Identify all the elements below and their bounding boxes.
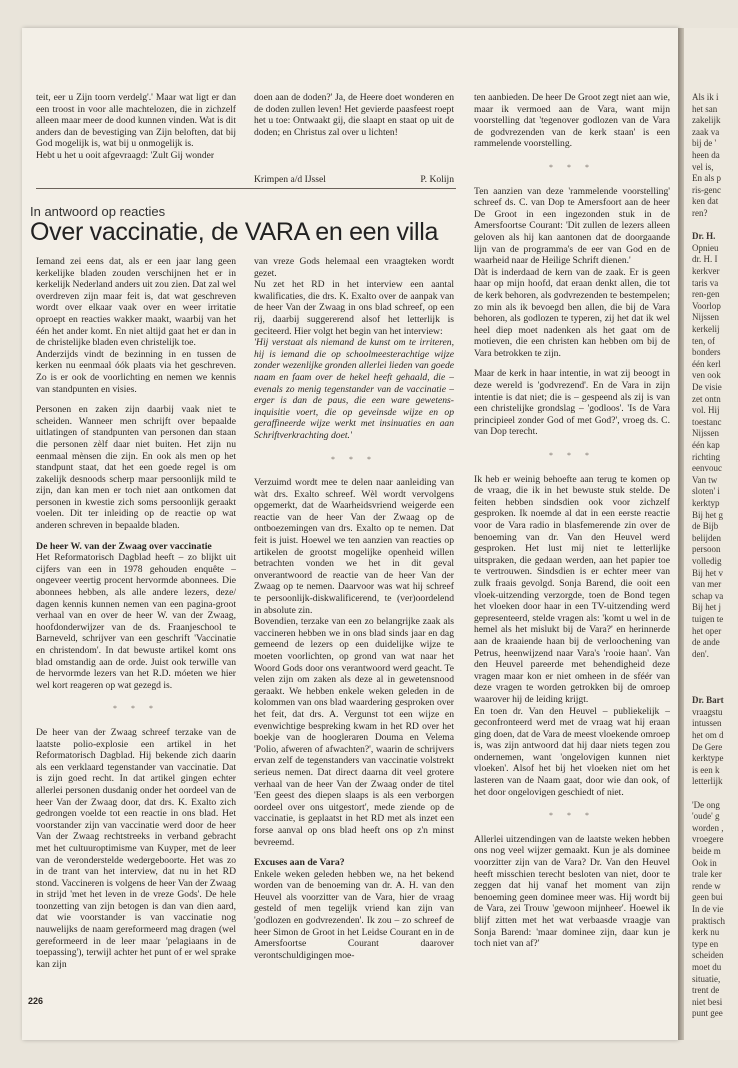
next-page-fragment: Als ik i (692, 92, 719, 102)
next-page-fragment: schap va (692, 590, 724, 601)
next-page-fragment: trent de (692, 985, 720, 996)
next-page-fragment: de Bijb (692, 521, 719, 532)
next-page-fragment: tuigen te (692, 614, 724, 624)
c1-section-break: * * * (113, 704, 159, 714)
next-page-fragment: ken dat (692, 196, 719, 207)
next-page-fragment: vel is, (692, 161, 714, 172)
next-page-fragment: 'De ong (692, 799, 720, 810)
next-page-fragment: toestanc (692, 416, 722, 427)
next-page-fragment: is een k (692, 764, 720, 775)
c3-section-break-1: * * * (549, 162, 595, 172)
next-page-fragment: Van tw (692, 474, 718, 485)
next-page-fragment: De Gere (692, 741, 723, 752)
next-page-fragment: En als p (692, 173, 721, 184)
c3-section-break-2: * * * (549, 451, 595, 461)
next-page-fragment: In de vie (692, 904, 724, 914)
next-page-fragment: zakelijk (692, 115, 721, 126)
top-col2-text: doen aan de doden?' Ja, de Heere doet wonderen en de doden zullen leven! Het gevierde paasfeest roept het u toe: Ontwaakt gij, die slaapt en staat op uit de doden; en Christus zal over u lichten! (254, 92, 454, 138)
next-page-fragment: Bij het g (692, 509, 723, 520)
next-page-fragment: 'oude' g (692, 811, 720, 822)
next-page-fragment: ten, of (692, 335, 715, 346)
next-page-fragment: het san (692, 103, 718, 114)
next-page-fragment: trale ker (692, 869, 722, 880)
next-page-fragment: ren? (692, 208, 708, 218)
next-page-fragment: persoon (692, 544, 721, 555)
c3-para-1: Ten aanzien van deze 'rammelende voorstelling' schreef ds. C. van Dop te Amersfoort aan de heer De Groot in een ingezonden stuk in de Amersfoortse Courant: 'Dit zullen de lezers alleen geloven als hij kan aantonen dat de doorgaande lijn van de programma's de eer van God en de waarheid naar de Heilige Schrift dienen.' (474, 185, 670, 267)
next-page-fragment: Ook in (692, 857, 717, 868)
top-col1-text: teit, eer u Zijn toorn verdelg'.' Maar wat ligt er dan een troost in voor alle machtelozen, die in zichzelf alleen maar meer de dood kunnen vinden. Wat is dit anders dan de bevestiging van Zijn beloften, dat bij God mogelijk is, wat bij u onmogelijk is. (36, 92, 236, 150)
next-page-fragment: kerktyp (692, 498, 720, 508)
next-page-fragment: scheiden (692, 950, 724, 961)
article-column-1 (36, 256, 236, 1016)
c1-para-3: Personen en zaken zijn daarbij vaak niet te scheiden. Wanneer men schrijft over bepaalde uitlatingen of standpunten van personen dan staan die personen zèlf daar niet buiten. Het zijn nu eenmaal mènsen die zijn. En ook als men op het standpunt staat, dat het een goede regel is om zakelijk desnoods scherp maar persoonlijk mild te zijn, dan kan men er toch niet aan ontkomen dat personen in kwestie zich soms persoonlijk geraakt voelen. Dit ter inleiding op de reactie op wat anderen schreven in bepaalde bladen. (36, 404, 236, 532)
next-page-fragment: kerkver (692, 266, 720, 276)
c1-para-2: Anderzijds vindt de bezinning in en tussen de kerken nu eenmaal óók plaats via het geschreven. Zo is er ook de voorlichting en nemen we kennis van standpunten en visies. (36, 348, 236, 395)
next-page-fragment: bij de ' (692, 138, 717, 149)
next-page-fragment: eenvouc (692, 463, 722, 474)
next-page-fragment: de ande (692, 637, 720, 648)
top-column-2 (254, 92, 454, 147)
next-page-fragment: volledig (692, 556, 722, 566)
article-headline: Over vaccinatie, de VARA en een villa (30, 218, 439, 246)
next-page-fragment: type en (692, 938, 719, 949)
c2-subheading: Excuses aan de Vara? (254, 857, 345, 869)
next-page-fragment: zet ontn (692, 393, 721, 404)
next-page-fragment: Bij het j (692, 602, 721, 613)
next-page-fragment: Voorlop (692, 300, 721, 311)
next-page-fragment: moet du (692, 962, 722, 972)
c2-para-2: Nu zet het RD in het interview een aantal kwalificaties, die drs. K. Exalto over de aanpak van de heer Van der Zwaag in ons blad schreef, op een rij, daarbij suggererend alsof het letterlijk is geciteerd. Hier volgt het begin van het interview: (254, 279, 454, 337)
next-page-fragment: bonders (692, 347, 721, 358)
top-column-1 (36, 92, 236, 162)
next-page-fragment: kerkelij (692, 324, 720, 334)
signature-line (254, 174, 454, 185)
signature-place: Krimpen a/d IJssel (254, 174, 326, 185)
c1-para-1: Iemand zei eens dat, als er een jaar lang geen kerkelijke bladen zouden verschijnen het er in kerkelijk Nederland anders uit zou zien. Dat zal wel overdreven zijn maar feit is, dat wat geschreven wordt over elkaar vaak over en weer irritatie oproept en reacties wakker maakt, waarbij van het één het ander komt. En niet altijd gaat het er dan in de christelijke bladen even christelijk toe. (36, 256, 236, 349)
c3-para-5: En toen dr. Van den Heuvel – publiekelijk – geconfronteerd werd met de vraag wat hij eraan ging doen, dat de Vara de meest vloekende omroep is, was zijn antwoord dat hij daar niets tegen zou ondernemen, want 'ongelovigen kunnen niet vloeken'. Alsof het bij het vloeken niet om het lasteren van de Naam gaat, door wie dan ook, of het door ongelovigen geschiedt of niet. (474, 705, 670, 798)
next-page-fragment: punt gee (692, 1008, 723, 1019)
c1-para-4: Het Reformatorisch Dagblad heeft – zo blijkt uit cijfers van een in 1978 gehouden enquête – ongeveer veertig procent hervormde abonnees. Die abonnees hebben, als alle andere lezers, deze/ dagen kennis kunnen nemen van een pagina-groot verhaal van en over de heer W. van der Zwaag, hoofdonderwijzer van de ds. Fraanjeschool te Barneveld, schrijver van een geschrift 'Vaccinatie en christendom'. In dat bewuste artikel komt ons blad omstandig aan de orde. Juist ook terwille van de hervormde lezers van het R.D. móeten we hier wel kort reageren op wat gezegd is. (36, 552, 236, 691)
c2-quote: 'Hij verstaat als niemand de kunst om te irriteren, hij is iemand die op schoolmeesterachtige wijze zonder wezenlijke gronden allerlei lieden van goede naam en faam over de hekel heeft gehaald, die – evenals zo menig tegenstander van de vaccinatie – erger is dan de paus, die een ware gewetens-inquisitie voert, die op geveinsde wijze en op geraffineerde wijze werkt met insinuaties en aan Schriftverkrachting doet.' (254, 337, 454, 441)
next-page-fragment: kerktype (692, 753, 724, 764)
c3-section-break-3: * * * (549, 811, 595, 821)
next-page-fragment: Nijssen (692, 428, 719, 439)
next-page-fragment: sloten' i (692, 486, 720, 497)
top-divider (36, 188, 456, 189)
c2-section-break: * * * (331, 454, 377, 464)
next-page-fragment: heen da (692, 150, 720, 160)
next-page-fragment: vol. Hij (692, 405, 720, 416)
next-page-fragment: rende w (692, 880, 721, 891)
signature-name: P. Kolijn (420, 174, 454, 185)
page-number: 226 (28, 996, 44, 1006)
next-page-fragment: intussen (692, 718, 722, 729)
next-page-fragment: vroegere (692, 834, 724, 845)
c2-para-3: Verzuimd wordt mee te delen naar aanleiding van wàt drs. Exalto schreef. Wèl wordt vervolgens opgemerkt, dat de Waarheidsvriend weigerde een reactie van de heer Van der Zwaag op de ontboezemingen van drs. Exalto op te nemen. Dat feit is juist. Hoewel we ten aanzien van reacties op artikelen de grootst mogelijke openheid willen betrachten vonden we het in dit geval onverantwoord de reactie van de heer Van der Zwaag op te nemen. Daarvoor was wat hij schreef te persoonlijk-diskwalificerend, te (ver)oordelend in absolute zin. (254, 477, 454, 616)
next-page-fragment: beide m (692, 846, 721, 856)
next-page-fragment: richting (692, 451, 720, 462)
next-page-fragment: ven ook (692, 370, 721, 381)
next-page-fragment: worden , (692, 822, 724, 833)
next-page-fragment: De visie (692, 382, 722, 392)
c3-top-text: ten aanbieden. De heer De Groot zegt niet aan wie, maar ik vermoed aan de Vara, want mijn voorstelling dat 'tegenover godlozen van de Vara de godvrezenden van de kerk staan' is een rammelende voorstelling. (474, 92, 670, 150)
c3-para-2: Dàt is inderdaad de kern van de zaak. Er is geen haar op mijn hoofd, dat eraan denkt allen, die tot de kerk behoren, als godvrezenden te bestempelen; zo min als ik bevoegd ben allen, die bij de Vara behoren, als godlozen te typeren, zij het dat ik wel heel diep moet nadenken als het gaat om de motieven, die een christen kan hebben om bij de Vara betrokken te zijn. (474, 266, 670, 359)
next-page-fragment: dr. H. I (692, 254, 718, 265)
next-page-fragment: ris-genc (692, 184, 721, 195)
magazine-page (22, 28, 678, 1040)
next-page-fragment: ren-gen (692, 289, 720, 300)
c2-para-4: Bovendien, terzake van een zo belangrijke zaak als vaccineren hebben we in ons blad sinds jaar en dag gemeend de lezers op een duidelijke wijze te moeten voorlichten, op grond van wat naar het Woord Gods door ons verantwoord werd geacht. Te velen zijn om zaken als deze al in gewetensnood geraakt. We hebben enkele weken geleden in de kolommen van ons blad waardering gesproken over het feit, dat drs. A. Vergunst tot een wijze en evenwichtige bespreking kwam in het RD over het boekje van de hoogleraren Douma en Velema 'Polio, afweren of afwachten?', waarin de schrijvers ervan zelf de tegenstanders van vaccinatie volstrekt serieus nemen. Dat direct daarna dit veel grotere verhaal van de heer Van der Zwaag onder de titel 'Een geest des diepen slaaps is als een verborgen oordeel over ons uitgestort', mede ziende op de vaccinatie, is geplaatst in het RD met als inzet een forse aanval op ons blad heeft ons op z'n minst bevreemd. (254, 616, 454, 848)
c3-para-3: Maar de kerk in haar intentie, in wat zij beoogt in deze wereld is 'godvrezend'. En de Vara in zijn intentie is dat niet; die is – gespeend als zij is van een christelijke grondslag – 'godloos'. 'Is de Vara principieel zonder God of met God?', vroeg ds. C. van Dop terecht. (474, 368, 670, 438)
top-col1-line: Hebt u het u ooit afgevraagd: 'Zult Gij wonder (36, 149, 215, 161)
article-column-2 (254, 256, 454, 1036)
next-page-fragment: zaak va (692, 126, 720, 137)
next-page-fragment: Bij het v (692, 567, 723, 578)
next-page-fragment: van mer (692, 579, 722, 590)
c2-para-1: van vreze Gods helemaal een vraagteken wordt gezet. (254, 256, 454, 279)
next-page-fragment: Dr. Bart (692, 695, 724, 706)
c3-para-6: Allerlei uitzendingen van de laatste weken hebben ons nog veel wijzer gemaakt. Kun je als dominee voorzitter zijn van de Vara? Dr. Van den Heuvel heeft misschien terecht besloten van niet, door te zeggen dat hij vanaf het moment van zijn benoeming geen dominee meer was. Hij wordt bij de Vara, zei Trouw 'gewoon mijnheer'. Hoewel ik blijf zitten met het wat verbaasde vraagje van Sonja Barend: 'maar dominee zijn, daar kun je toch niet van af?' (474, 833, 670, 950)
next-page-fragment: situatie, (692, 973, 721, 984)
next-page-fragment: Nijssen (692, 312, 719, 323)
next-page-fragment: belijden (692, 532, 721, 543)
next-page-fragment: geen bui (692, 892, 723, 903)
next-page-fragment: den'. (692, 648, 709, 659)
c2-para-5: Enkele weken geleden hebben we, na het bekend worden van de benoeming van dr. A. H. van den Heuvel als voorzitter van de Vara, hier de vraag gesteld of men tegelijk vriend kan zijn van 'godlozen en godvrezenden'. Ik zou – zo schreef de heer Simon de Groot in het Leidse Courant en in de Amersfoortse Courant daarover verontschuldigingen moe- (254, 868, 454, 961)
next-page-fragment: letterlijk (692, 776, 723, 787)
next-page-edge (684, 28, 738, 1040)
next-page-fragment: Dr. H. (692, 231, 716, 242)
next-page-fragment: niet besi (692, 996, 723, 1007)
c1-para-5: De heer van der Zwaag schreef terzake van de laatste polio-explosie een artikel in het Reformatorisch Dagblad. Hij bekende zich daarin als een verklaard tegenstander van vaccinatie. Dat is zijn goed recht. In dat artikel gingen echter allerlei personen dusdanig onder het oordeel van de heer Van der Zwaag door, dat drs. K. Exalto zich gedrongen voelde tot een reactie in ons blad. Het voorstander zijn van vaccinatie werd door de heer Van der Zwaag rechtstreeks in verband gebracht met het cultuuroptimisme van Kuyper, met de leer van de veronderstelde wedergeboorte. Het was zo in de trant van het interview, dat nu in het RD stond. Vaccineren is volgens de heer Van der Zwaag in strijd 'met het leven in de vreze Gods'. De hele toonzetting van zijn betogen is dan van dien aard, dat wie voorstander is van vaccinatie nog nauwelijks de naam gereformeerd mag dragen (wel gereformeerd in de leer maar 'pelagiaans in de toepassing'), terwijl achter het punt of er wel sprake kan zijn (36, 726, 236, 970)
next-page-fragment: één kap (692, 440, 720, 450)
next-page-fragment: taris va (692, 277, 719, 288)
next-page-fragment: praktisch (692, 915, 725, 926)
article-kicker: In antwoord op reacties (30, 204, 166, 219)
next-page-fragment: kerk nu (692, 927, 720, 938)
next-page-fragment: het om d (692, 730, 724, 740)
c1-subheading: De heer W. van der Zwaag over vaccinatie (36, 540, 212, 552)
next-page-fragment: één kerl (692, 358, 721, 369)
c3-para-4: Ik heb er weinig behoefte aan terug te komen op de vraag, die ik in het bewuste stuk stelde. De feiten hebben sindsdien ook voor zichzelf gesproken. Ik noemde al dat in een eerste reactie voor de Vara radio in blasfemerende zin over de benoeming van dr. Van den Heuvel werd gesproken. Het lust mij niet te letterlijke uitspraken, die gedaan werden, aan het papier toe te vertrouwen. Sindsdien is er echter meer van zulk fraais gevolgd. Sonja Barend, die ooit een vloek-uitzending verzorgde, toen de Bond tegen het vloeken door haar in een TV-uitzending werd gepresenteerd, stelde vragen als: 'komt u wel in de hemel als het mislukt bij de Vara?' en herinnerde aan de kraaiende haan bij de verloochening van Petrus, heenwijzend naar Vara's 'rooie haan'. Van den Heuvel pareerde met behendigheid deze vragen maar kon er niet omheen in de sféér van deze vragen te worden getrokken bij de omroep waarover hij de leiding krijgt. (474, 473, 670, 705)
article-column-3 (474, 92, 670, 1040)
next-page-fragment: Opnieu (692, 242, 719, 253)
next-page-fragment: vraagstu (692, 706, 723, 717)
next-page-fragment: het oper (692, 625, 722, 636)
